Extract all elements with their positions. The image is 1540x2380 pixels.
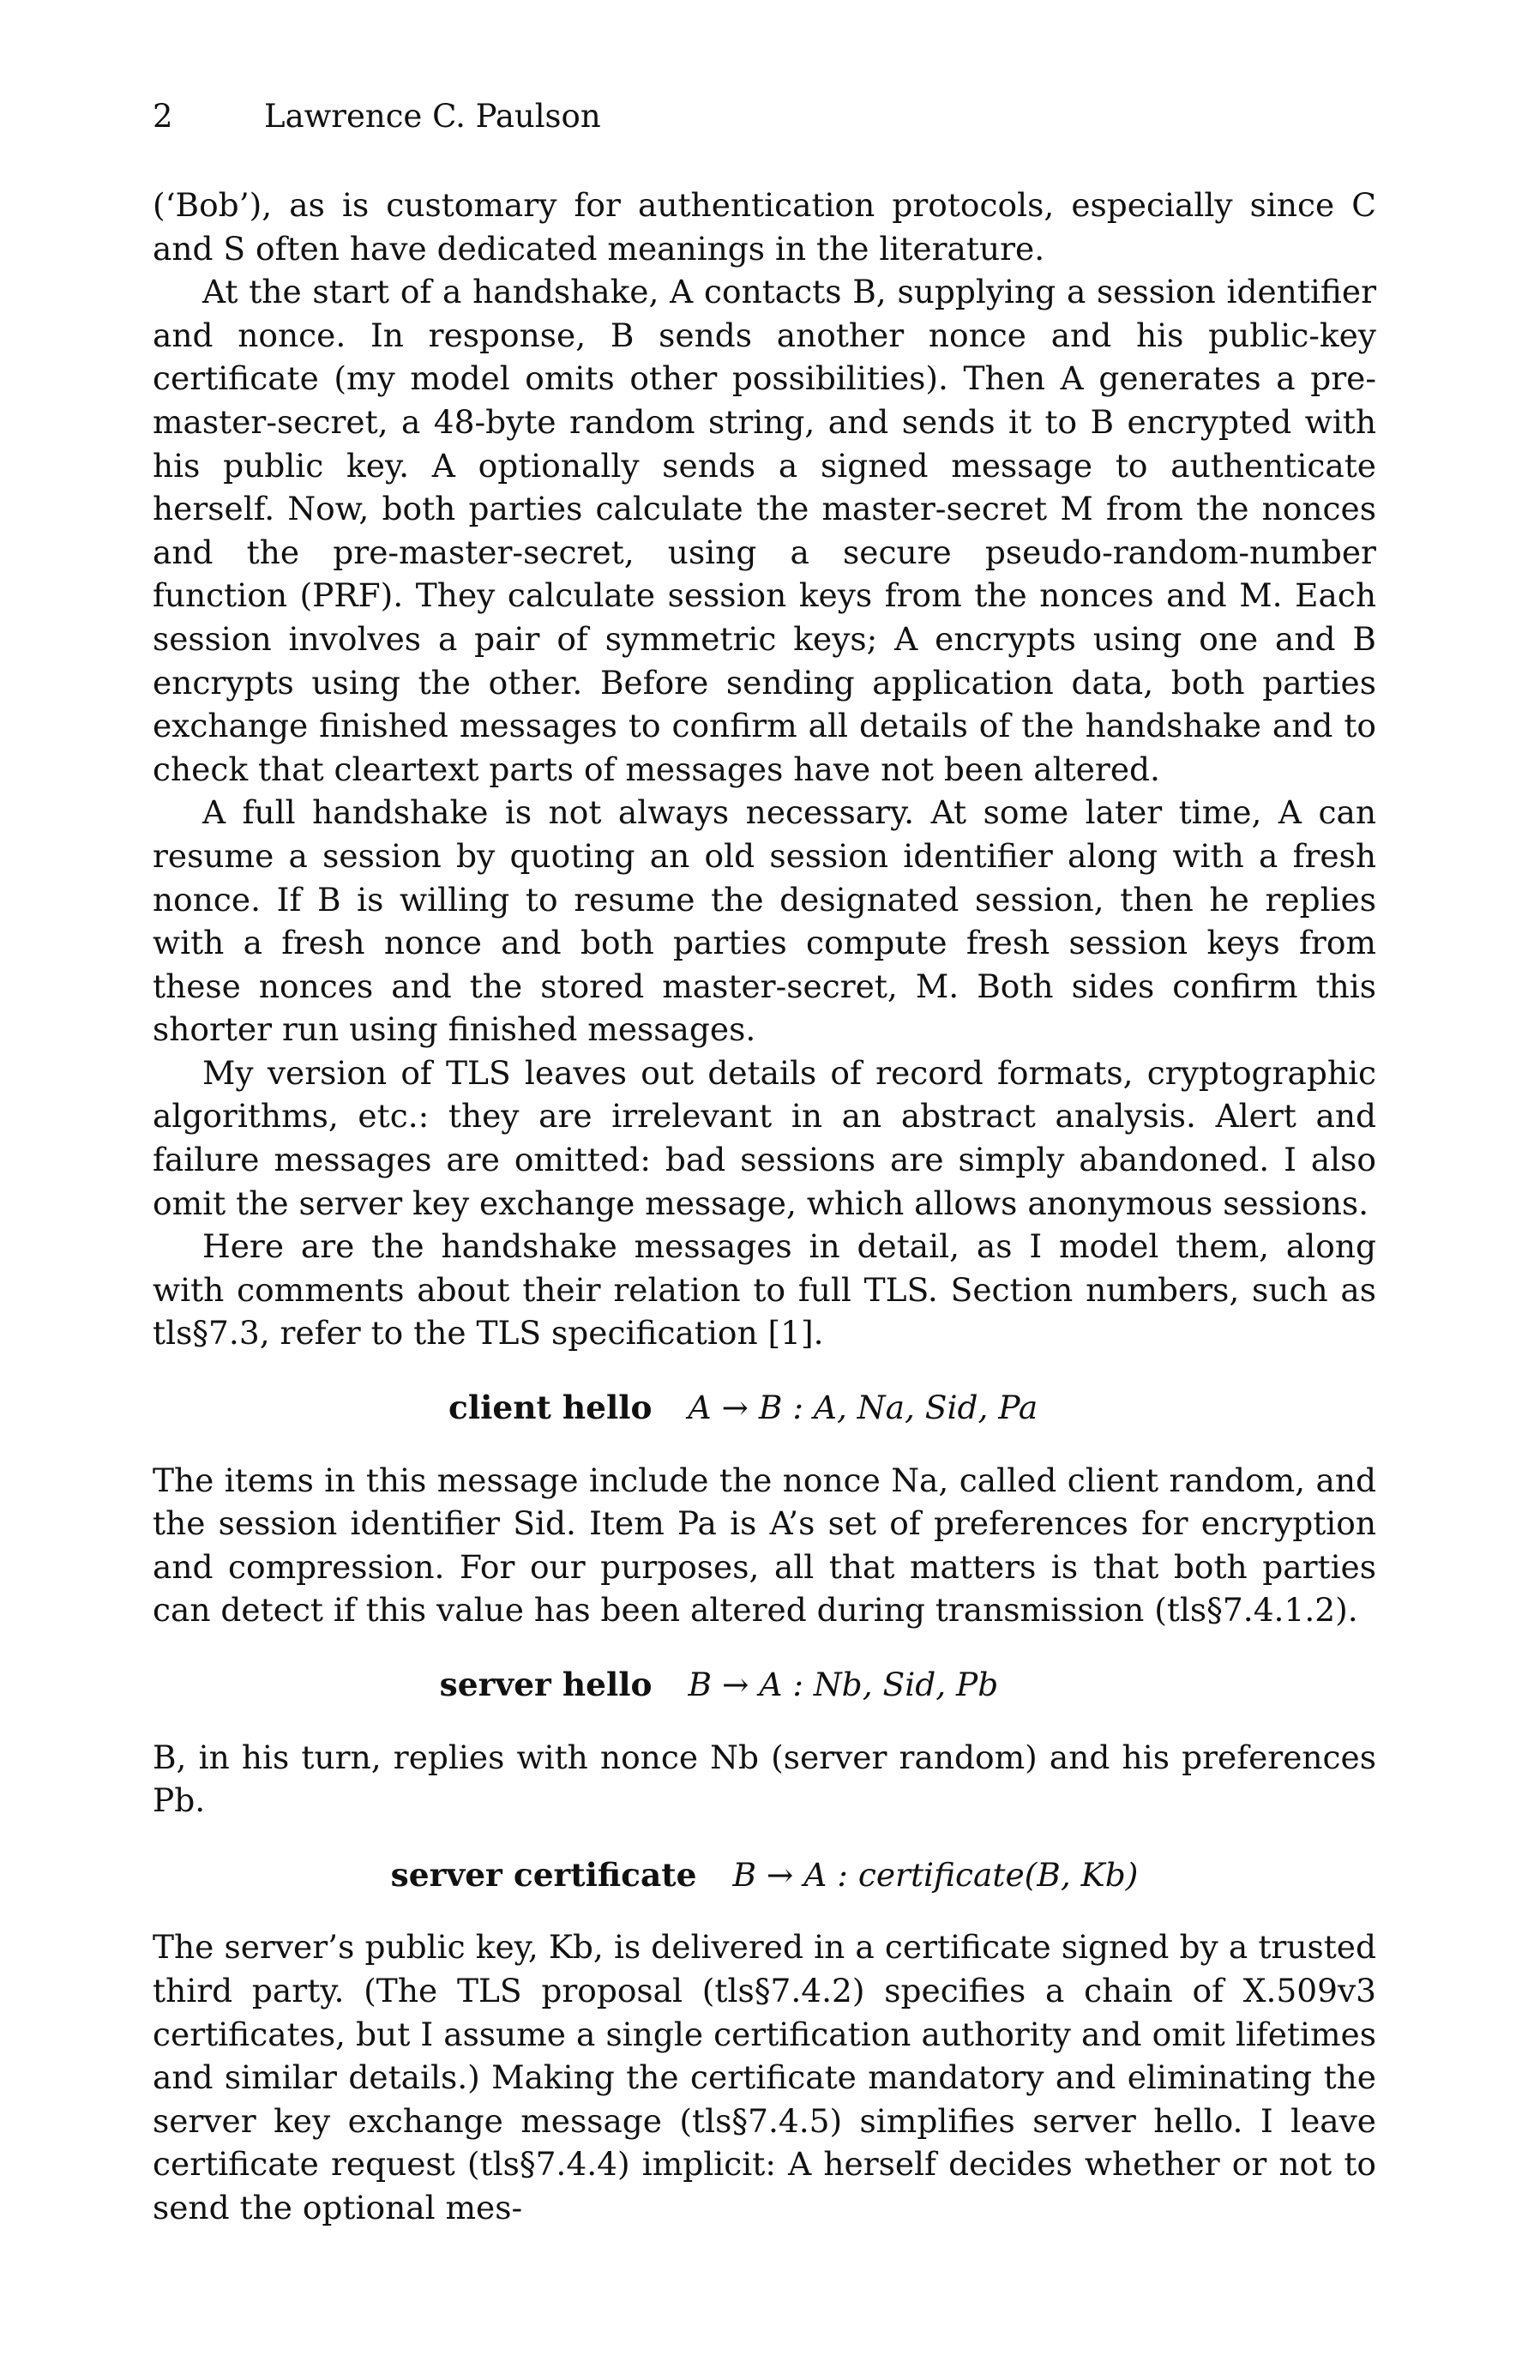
page-number: 2	[153, 98, 173, 135]
message-label: server hello	[439, 1666, 653, 1703]
paragraph-8: The server’s public key, Kb, is delivered in a certificate signed by a trusted third party. (The TLS proposal (tls§7.4.2) specifies a chain of X.509v3 certificates, but I assume a single certification authority and omit lifetimes and similar details.) Making the certificate mandatory and eliminating the server key exchange message (tls§7.4.5) simplifies server hello. I leave certificate request (tls§7.4.4) implicit: A herself decides whether or not to send the optional mes-	[153, 1928, 1376, 2226]
paragraph-2: At the start of a handshake, A contacts B, supplying a session identifier and nonce. In response, B sends another nonce and his public-key certificate (my model omits other possibilities). Then A generates a pre-master-secret, a 48-byte random string, and sends it to B encrypted with his public key. A optionally sends a signed message to authenticate herself. Now, both parties calculate the master-secret M from the nonces and the pre-master-secret, using a secure pseudo-random-number function (PRF). They calculate session keys from the nonces and M. Each session involves a pair of symmetric keys; A encrypts using one and B encrypts using the other. Before sending application data, both parties exchange finished messages to confirm all details of the handshake and to check that cleartext parts of messages have not been altered.	[153, 273, 1376, 788]
paragraph-3: A full handshake is not always necessary. At some later time, A can resume a session by quoting an old session identifier along with a fresh nonce. If B is willing to resume the designated session, then he replies with a fresh nonce and both parties compute fresh session keys from these nonces and the stored master-secret, M. Both sides confirm this shorter run using finished messages.	[153, 793, 1376, 1049]
paragraph-1: (‘Bob’), as is customary for authentication protocols, especially since C and S often have dedicated meanings in the literature.	[153, 186, 1376, 268]
paragraph-4: My version of TLS leaves out details of record formats, cryptographic algorithms, etc.: they are irrelevant in an abstract analysis. Alert and failure messages are omitted: bad sessions are simply abandoned. I also omit the server key exchange message, which allows anonymous sessions.	[153, 1053, 1376, 1222]
message-label: client hello	[448, 1389, 653, 1427]
message-formula: B → A : certificate(B, Kb)	[732, 1855, 1139, 1894]
author-name: Lawrence C. Paulson	[264, 98, 601, 135]
message-server-hello	[153, 1663, 1376, 1707]
message-client-hello	[153, 1386, 1376, 1430]
message-label: server certificate	[390, 1855, 697, 1894]
paragraph-5: Here are the handshake messages in detail, as I model them, along with comments about their relation to full TLS. Section numbers, such as tls§7.3, refer to the TLS specification [1].	[153, 1227, 1376, 1353]
paragraph-6: The items in this message include the nonce Na, called client random, and the session identifier Sid. Item Pa is A’s set of preferences for encryption and compression. For our purposes, all that matters is that both parties can detect if this value has been altered during transmission (tls§7.4.1.2).	[153, 1461, 1376, 1630]
message-formula: B → A : Nb, Sid, Pb	[688, 1666, 999, 1703]
running-head	[153, 96, 601, 137]
message-formula: A → B : A, Na, Sid, Pa	[688, 1389, 1038, 1427]
paragraph-7: B, in his turn, replies with nonce Nb (server random) and his preferences Pb.	[153, 1738, 1376, 1820]
message-server-certificate	[153, 1853, 1376, 1897]
body-text	[153, 184, 1376, 2230]
